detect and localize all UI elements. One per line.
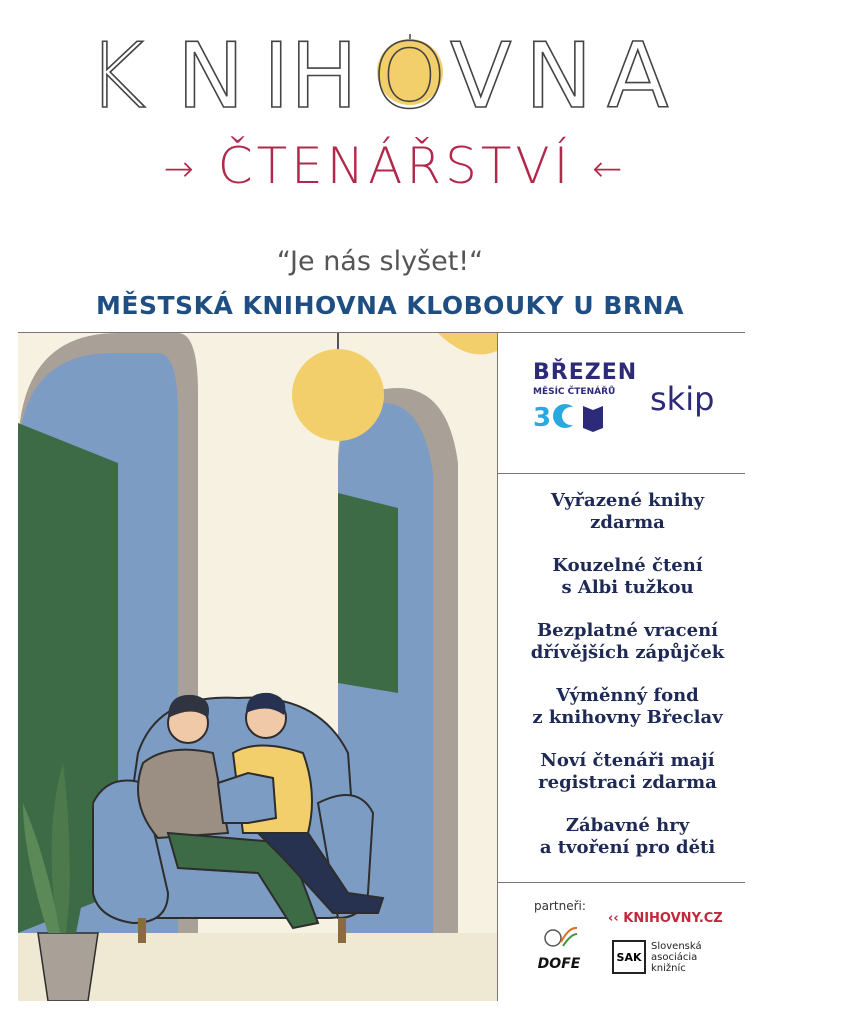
arrow-left-icon: ← [592, 149, 627, 190]
title-letter: K [87, 34, 147, 114]
subtitle-text: ČTENÁŘSTVÍ [217, 137, 573, 195]
brezen-logo [533, 360, 637, 436]
list-item: Vyřazené knihy zdarma [550, 490, 705, 533]
partners-label: partneři: [534, 899, 586, 913]
sak-logo [612, 940, 711, 974]
brezen-symbols-icon [533, 400, 603, 432]
knihovny-logo: ‹‹ KNIHOVNY.CZ [608, 911, 723, 926]
sak-box: SAK [612, 940, 646, 974]
list-item: Bezplatné vracení dřívějších zápůjček [530, 620, 725, 663]
title-letter: N [177, 34, 245, 114]
feature-list [505, 490, 750, 880]
sak-text: Slovenská asociácia knižníc [651, 940, 702, 974]
dofe-logo: DOFE [532, 922, 586, 972]
title-letter: V [450, 34, 512, 114]
title-letter: H [290, 34, 358, 114]
list-item: Noví čtenáři mají registraci zdarma [538, 750, 717, 793]
title-letter: I [263, 34, 290, 114]
title-letter: A [607, 34, 669, 114]
vertical-divider [497, 333, 498, 1001]
divider [498, 882, 745, 883]
title-knihovna [85, 34, 695, 114]
dofe-emblem-icon [539, 922, 579, 952]
title-letter: N [525, 34, 593, 114]
arrow-right-icon: → [163, 149, 198, 190]
reading-illustration [18, 333, 497, 1001]
list-item: Výměnný fond z knihovny Břeclav [532, 685, 723, 728]
list-item: Zábavné hry a tvoření pro děti [539, 815, 716, 858]
svg-text:3: 3 [533, 403, 552, 432]
list-item: Kouzelné čtení s Albi tužkou [552, 555, 703, 598]
title-letter: O [374, 34, 445, 114]
skip-logo [650, 380, 714, 418]
quote: “Je nás slyšet!“ [276, 246, 484, 277]
brezen-title: BŘEZEN [533, 360, 638, 385]
library-name: MĚSTSKÁ KNIHOVNA KLOBOUKY U BRNA [96, 291, 684, 320]
knihovny-icon: ‹‹ [608, 911, 624, 926]
skip-text: skip [650, 380, 715, 418]
mesic-label: MĚSÍC ČTENÁŘŮ [533, 387, 616, 397]
subtitle [0, 137, 790, 195]
divider [498, 473, 745, 474]
